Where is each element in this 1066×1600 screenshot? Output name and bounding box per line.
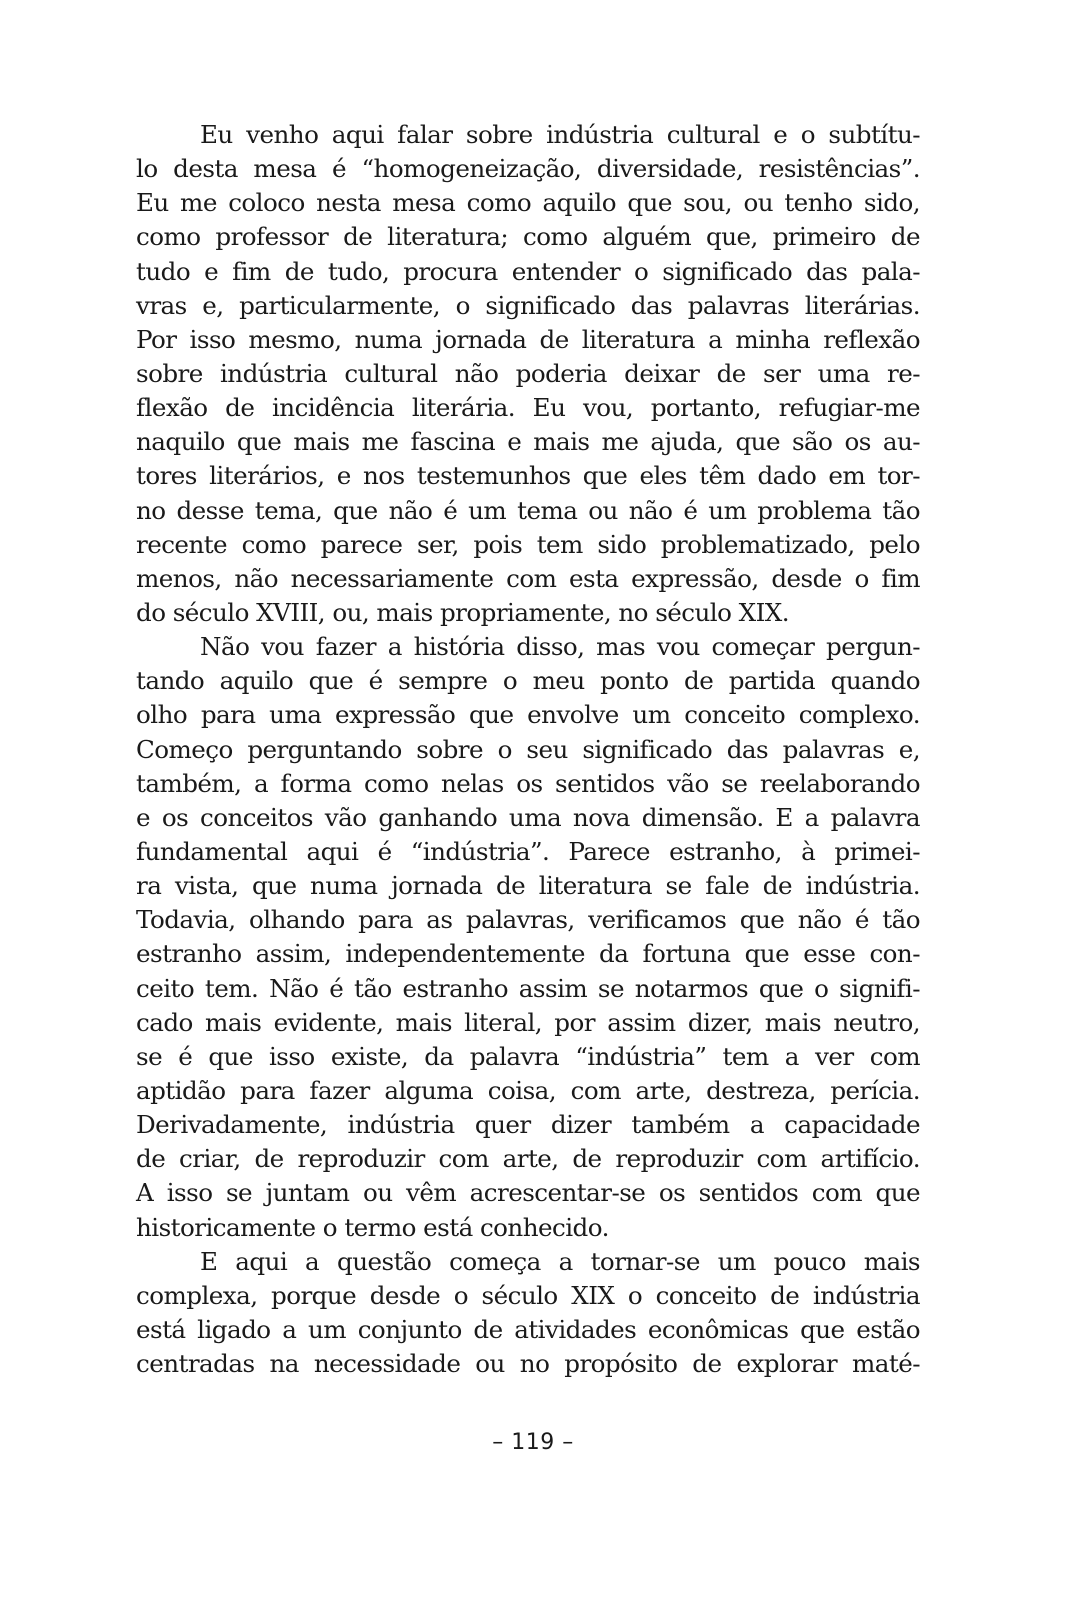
text-line: no desse tema, que não é um tema ou não é um problema tão bbox=[136, 495, 920, 525]
text-line: Por isso mesmo, numa jornada de literatura a minha reflexão bbox=[136, 324, 920, 354]
text-line: centradas na necessidade ou no propósito de explorar maté- bbox=[136, 1349, 920, 1379]
text-line: cado mais evidente, mais literal, por assim dizer, mais neutro, bbox=[136, 1007, 920, 1037]
paragraph-1 bbox=[136, 118, 920, 630]
text-line: como professor de literatura; como alguém que, primeiro de bbox=[136, 222, 920, 252]
text-line: sobre indústria cultural não poderia deixar de ser uma re- bbox=[136, 358, 920, 388]
text-line: Eu venho aqui falar sobre indústria cultural e o subtítu- bbox=[200, 120, 920, 149]
text-line: fundamental aqui é “indústria”. Parece estranho, à primei- bbox=[136, 836, 920, 866]
text-line: vras e, particularmente, o significado das palavras literárias. bbox=[136, 290, 920, 320]
text-line: lo desta mesa é “homogeneização, diversidade, resistências”. bbox=[136, 154, 920, 184]
text-line: aptidão para fazer alguma coisa, com arte, destreza, perícia. bbox=[136, 1075, 920, 1105]
text-line: flexão de incidência literária. Eu vou, portanto, refugiar-me bbox=[136, 393, 920, 423]
text-line: também, a forma como nelas os sentidos vão se reelaborando bbox=[136, 768, 920, 798]
text-line: de criar, de reproduzir com arte, de reproduzir com artifício. bbox=[136, 1144, 920, 1174]
text-line: recente como parece ser, pois tem sido problematizado, pelo bbox=[136, 529, 920, 559]
text-line: tores literários, e nos testemunhos que eles têm dado em tor- bbox=[136, 461, 920, 491]
text-line: complexa, porque desde o século XIX o conceito de indústria bbox=[136, 1280, 920, 1310]
text-line: Derivadamente, indústria quer dizer também a capacidade bbox=[136, 1110, 920, 1140]
paragraph-2 bbox=[136, 630, 920, 1245]
text-line: E aqui a questão começa a tornar-se um pouco mais bbox=[200, 1246, 920, 1276]
text-line: naquilo que mais me fascina e mais me ajuda, que são os au- bbox=[136, 427, 920, 457]
text-line: A isso se juntam ou vêm acrescentar-se os sentidos com que bbox=[136, 1178, 920, 1208]
text-line: Todavia, olhando para as palavras, verificamos que não é tão bbox=[136, 905, 920, 935]
text-line: do século XVIII, ou, mais propriamente, no século XIX. bbox=[136, 597, 789, 627]
text-line: tando aquilo que é sempre o meu ponto de partida quando bbox=[136, 666, 920, 696]
text-line: tudo e fim de tudo, procura entender o significado das pala- bbox=[136, 256, 920, 286]
page-number: – 119 – bbox=[492, 1430, 574, 1455]
text-line: e os conceitos vão ganhando uma nova dimensão. E a palavra bbox=[136, 802, 920, 832]
text-line: ra vista, que numa jornada de literatura se fale de indústria. bbox=[136, 871, 920, 901]
body-text bbox=[136, 118, 920, 1381]
text-line: está ligado a um conjunto de atividades econômicas que estão bbox=[136, 1314, 920, 1344]
text-line: ceito tem. Não é tão estranho assim se notarmos que o signifi- bbox=[136, 973, 920, 1003]
text-line: olho para uma expressão que envolve um conceito complexo. bbox=[136, 700, 920, 730]
paragraph-3 bbox=[136, 1245, 920, 1382]
text-line: se é que isso existe, da palavra “indústria” tem a ver com bbox=[136, 1041, 920, 1071]
text-line: Eu me coloco nesta mesa como aquilo que sou, ou tenho sido, bbox=[136, 188, 920, 218]
text-line: menos, não necessariamente com esta expressão, desde o fim bbox=[136, 563, 920, 593]
text-line: Começo perguntando sobre o seu significado das palavras e, bbox=[136, 734, 920, 764]
text-line: estranho assim, independentemente da fortuna que esse con- bbox=[136, 939, 920, 969]
text-line: Não vou fazer a história disso, mas vou começar pergun- bbox=[200, 632, 920, 662]
text-line: historicamente o termo está conhecido. bbox=[136, 1212, 609, 1242]
